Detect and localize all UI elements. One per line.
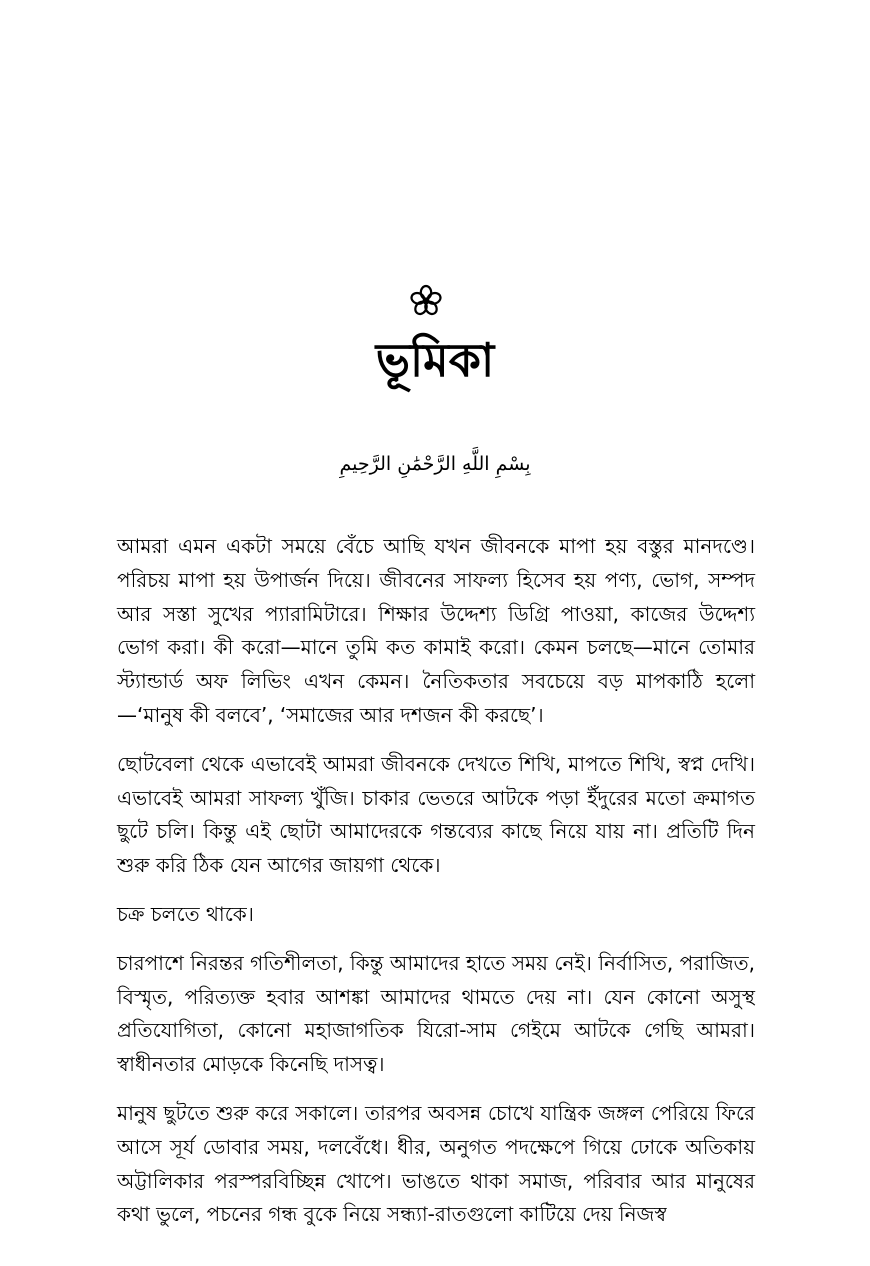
flower-ornament-icon xyxy=(409,284,443,318)
paragraph: চক্র চলতে থাকে। xyxy=(117,901,254,926)
paragraph: মানুষ ছুটতে শুরু করে সকালে। তারপর অবসন্ন চোখে যান্ত্রিক জঙ্গল পেরিয়ে ফিরে আসে সূর্য ডোবার সময়, দলবেঁধে। ধীর, অনুগত পদক্ষেপে গিয়ে ঢোকে অতিকায় অট্টালিকার পরস্পরবিচ্ছিন্ন খোপে। ভাঙতে থাকা সমাজ, পরিবার আর মানুষের কথা ভুলে, পচনের গন্ধ বুকে নিয়ে সন্ধ্যা-রাতগুলো কাটিয়ে দেয় নিজস্ব xyxy=(117,1100,755,1227)
paragraph: ছোটবেলা থেকে এভাবেই আমরা জীবনকে দেখতে শিখি, মাপতে শিখি, স্বপ্ন দেখি। এভাবেই আমরা সাফল্য খুঁজি। চাকার ভেতরে আটকে পড়া ইঁদুরের মতো ক্রমাগত ছুটে চলি। কিন্তু এই ছোটা আমাদেরকে গন্তব্যের কাছে নিয়ে যায় না। প্রতিটি দিন শুরু করি ঠিক যেন আগের জায়গা থেকে। xyxy=(117,751,755,878)
page-title: ভূমিকা xyxy=(375,333,495,387)
paragraph: আমরা এমন একটা সময়ে বেঁচে আছি যখন জীবনকে মাপা হয় বস্তুর মানদণ্ডে। পরিচয় মাপা হয় উপার্জন দিয়ে। জীবনের সাফল্য হিসেব হয় পণ্য, ভোগ, সম্পদ আর সস্তা সুখের প্যারামিটারে। শিক্ষার উদ্দেশ্য ডিগ্রি পাওয়া, কাজের উদ্দেশ্য ভোগ করা। কী করো—মানে তুমি কত কামাই করো। কেমন চলছে—মানে তোমার স্ট্যান্ডার্ড অফ লিভিং এখন কেমন। নৈতিকতার সবচেয়ে বড় মাপকাঠি হলো—‘মানুষ কী বলবে’, ‘সমাজের আর দশজন কী করছে’। xyxy=(117,534,755,727)
paragraph: চারপাশে নিরন্তর গতিশীলতা, কিন্তু আমাদের হাতে সময় নেই। নির্বাসিত, পরাজিত, বিস্মৃত, পরিত্যক্ত হবার আশঙ্কা আমাদের থামতে দেয় না। যেন কোনো অসুস্থ প্রতিযোগিতা, কোনো মহাজাগতিক যিরো-সাম গেইমে আটকে গেছি আমরা। স্বাধীনতার মোড়কে কিনেছি দাসত্ব। xyxy=(117,950,755,1077)
bismillah-text: بِسْمِ اللَّهِ الرَّحْمَٰنِ الرَّحِيمِ xyxy=(339,453,531,475)
body-text xyxy=(117,530,755,1247)
